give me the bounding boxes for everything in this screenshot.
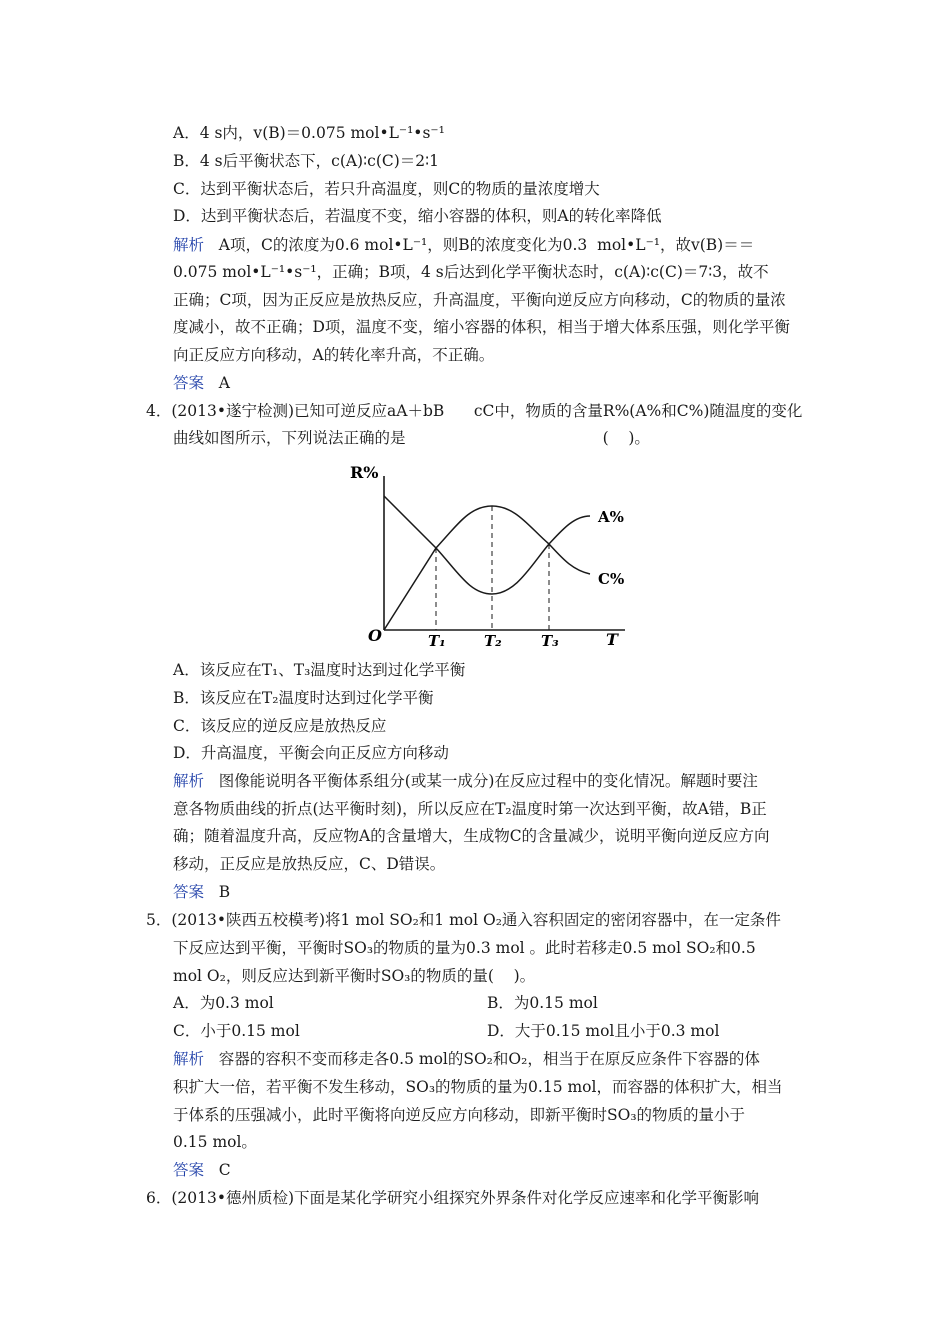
analysis-label: 解析 — [173, 772, 205, 790]
q3-analysis-line — [173, 235, 754, 255]
q5-option-b: B．为0.15 mol — [487, 994, 598, 1012]
q3-analysis-line: 正确；C项，因为正反应是放热反应，升高温度，平衡向逆反应方向移动，C的物质的量浓 — [173, 291, 786, 309]
y-axis-label: R% — [350, 463, 379, 482]
q5-stem: 5．(2013•陕西五校模考)将1 mol SO₂和1 mol O₂通入容积固定的密闭容器中，在一定条件 — [146, 911, 781, 929]
answer-label: 答案 — [173, 1161, 205, 1179]
q4-analysis-line: 确；随着温度升高，反应物A的含量增大，生成物C的含量减少，说明平衡向逆反应方向 — [173, 827, 770, 845]
answer-value: A — [218, 374, 230, 392]
tick-t2: T₂ — [484, 632, 502, 650]
answer-value: B — [218, 883, 231, 901]
q4-analysis-line: 移动，正反应是放热反应，C、D错误。 — [173, 855, 446, 873]
q4-analysis-line: 意各物质曲线的折点(达平衡时刻)，所以反应在T₂温度时第一次达到平衡，故A错，B正 — [173, 800, 767, 818]
q3-option-c: C．达到平衡状态后，若只升高温度，则C的物质的量浓度增大 — [173, 180, 600, 198]
q3-answer — [173, 373, 230, 393]
x-axis-label: T — [606, 630, 618, 649]
q3-analysis-line: 0.075 mol•L⁻¹•s⁻¹，正确；B项，4 s后达到化学平衡状态时，c(A)∶c(C)＝7∶3，故不 — [173, 263, 769, 281]
q5-analysis-line: 0.15 mol。 — [173, 1133, 257, 1151]
q5-analysis-line: 积扩大一倍，若平衡不发生移动，SO₃的物质的量为0.15 mol，而容器的体积扩大，相当 — [173, 1078, 783, 1096]
analysis-text: A项，C的浓度为0.6 mol•L⁻¹，则B的浓度变化为0.3 mol•L⁻¹，故v(B)＝＝ — [218, 236, 755, 254]
q5-option-a: A．为0.3 mol — [173, 994, 274, 1012]
temperature-content-chart — [340, 458, 640, 658]
q3-analysis-line: 度减小，故不正确；D项，温度不变，缩小容器的体积，相当于增大体系压强，则化学平衡 — [173, 318, 790, 336]
q5-analysis-line — [173, 1049, 760, 1069]
q5-answer — [173, 1160, 231, 1180]
tick-t3: T₃ — [541, 632, 559, 650]
origin-label: O — [368, 626, 382, 645]
answer-value: C — [218, 1161, 231, 1179]
q3-option-a: A．4 s内，v(B)＝0.075 mol•L⁻¹•s⁻¹ — [173, 124, 445, 142]
analysis-label: 解析 — [173, 1050, 205, 1068]
q5-option-c: C．小于0.15 mol — [173, 1022, 300, 1040]
answer-label: 答案 — [173, 374, 205, 392]
series-c-label: C% — [598, 570, 625, 588]
q5-stem: 下反应达到平衡，平衡时SO₃的物质的量为0.3 mol 。此时若移走0.5 mol SO₂和0.5 — [173, 939, 756, 957]
q4-option-a: A．该反应在T₁、T₃温度时达到过化学平衡 — [173, 661, 466, 679]
analysis-label: 解析 — [173, 236, 205, 254]
q3-option-b: B．4 s后平衡状态下，c(A)∶c(C)＝2∶1 — [173, 152, 440, 170]
analysis-text: 图像能说明各平衡体系组分(或某一成分)在反应过程中的变化情况。解题时要注 — [218, 772, 758, 790]
q4-option-c: C．该反应的逆反应是放热反应 — [173, 717, 387, 735]
answer-label: 答案 — [173, 883, 205, 901]
q5-stem: mol O₂，则反应达到新平衡时SO₃的物质的量( )。 — [173, 967, 536, 985]
q6-stem: 6．(2013•德州质检)下面是某化学研究小组探究外界条件对化学反应速率和化学平衡影响 — [146, 1189, 760, 1207]
q4-analysis-line — [173, 771, 758, 791]
q4-answer — [173, 882, 230, 902]
q5-option-d: D．大于0.15 mol且小于0.3 mol — [487, 1022, 720, 1040]
q5-analysis-line: 于体系的压强减小，此时平衡将向逆反应方向移动，即新平衡时SO₃的物质的量小于 — [173, 1106, 746, 1124]
series-c-curve — [384, 496, 590, 594]
series-a-curve — [384, 506, 590, 630]
analysis-text: 容器的容积不变而移走各0.5 mol的SO₂和O₂，相当于在原反应条件下容器的体 — [218, 1050, 760, 1068]
q4-option-d: D．升高温度，平衡会向正反应方向移动 — [173, 744, 449, 762]
series-a-label: A% — [598, 508, 624, 526]
tick-t1: T₁ — [428, 632, 446, 650]
q3-analysis-line: 向正反应方向移动，A的转化率升高，不正确。 — [173, 346, 495, 364]
q4-stem: 曲线如图所示，下列说法正确的是 ( )。 — [173, 429, 650, 447]
q4-stem: 4．(2013•遂宁检测)已知可逆反应aA＋bB cC中，物质的含量R%(A%和C%)随温度的变化 — [146, 402, 803, 420]
q4-option-b: B．该反应在T₂温度时达到过化学平衡 — [173, 689, 434, 707]
q3-option-d: D．达到平衡状态后，若温度不变，缩小容器的体积，则A的转化率降低 — [173, 207, 662, 225]
